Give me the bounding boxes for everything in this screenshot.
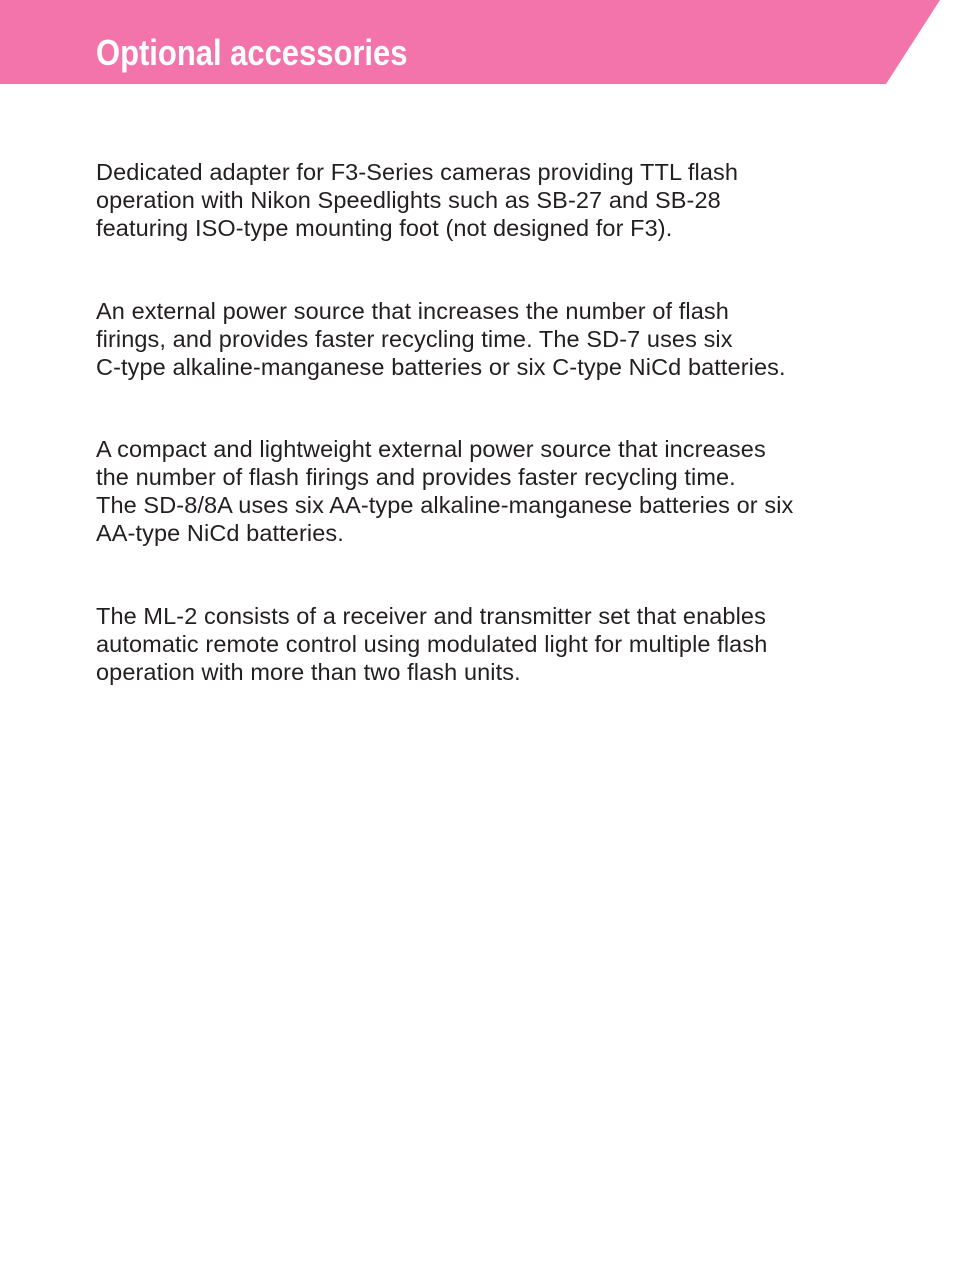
paragraph-line: Dedicated adapter for F3-Series cameras providing TTL flash bbox=[96, 159, 739, 185]
paragraph-line: featuring ISO-type mounting foot (not designed for F3). bbox=[96, 215, 673, 241]
paragraph-line: AA-type NiCd batteries. bbox=[96, 520, 344, 546]
accessory-description-sd7 bbox=[96, 297, 896, 381]
paragraph-line: automatic remote control using modulated light for multiple flash bbox=[96, 631, 768, 657]
paragraph-line: C-type alkaline-manganese batteries or six C-type NiCd batteries. bbox=[96, 354, 786, 380]
paragraph-line: firings, and provides faster recycling time. The SD-7 uses six bbox=[96, 326, 733, 352]
paragraph-line: A compact and lightweight external power source that increases bbox=[96, 436, 766, 462]
paragraph-line: The SD-8/8A uses six AA-type alkaline-manganese batteries or six bbox=[96, 492, 794, 518]
paragraph-line: the number of flash firings and provides faster recycling time. bbox=[96, 464, 736, 490]
accessory-description-sd8 bbox=[96, 435, 896, 547]
paragraph-line: operation with Nikon Speedlights such as SB-27 and SB-28 bbox=[96, 187, 721, 213]
accessory-description-ml2 bbox=[96, 602, 896, 686]
paragraph-line: The ML-2 consists of a receiver and transmitter set that enables bbox=[96, 603, 766, 629]
accessory-description-ttl-adapter bbox=[96, 158, 896, 242]
paragraph-line: operation with more than two flash units. bbox=[96, 659, 521, 685]
paragraph-line: An external power source that increases the number of flash bbox=[96, 298, 729, 324]
page-title: Optional accessories bbox=[96, 32, 408, 73]
